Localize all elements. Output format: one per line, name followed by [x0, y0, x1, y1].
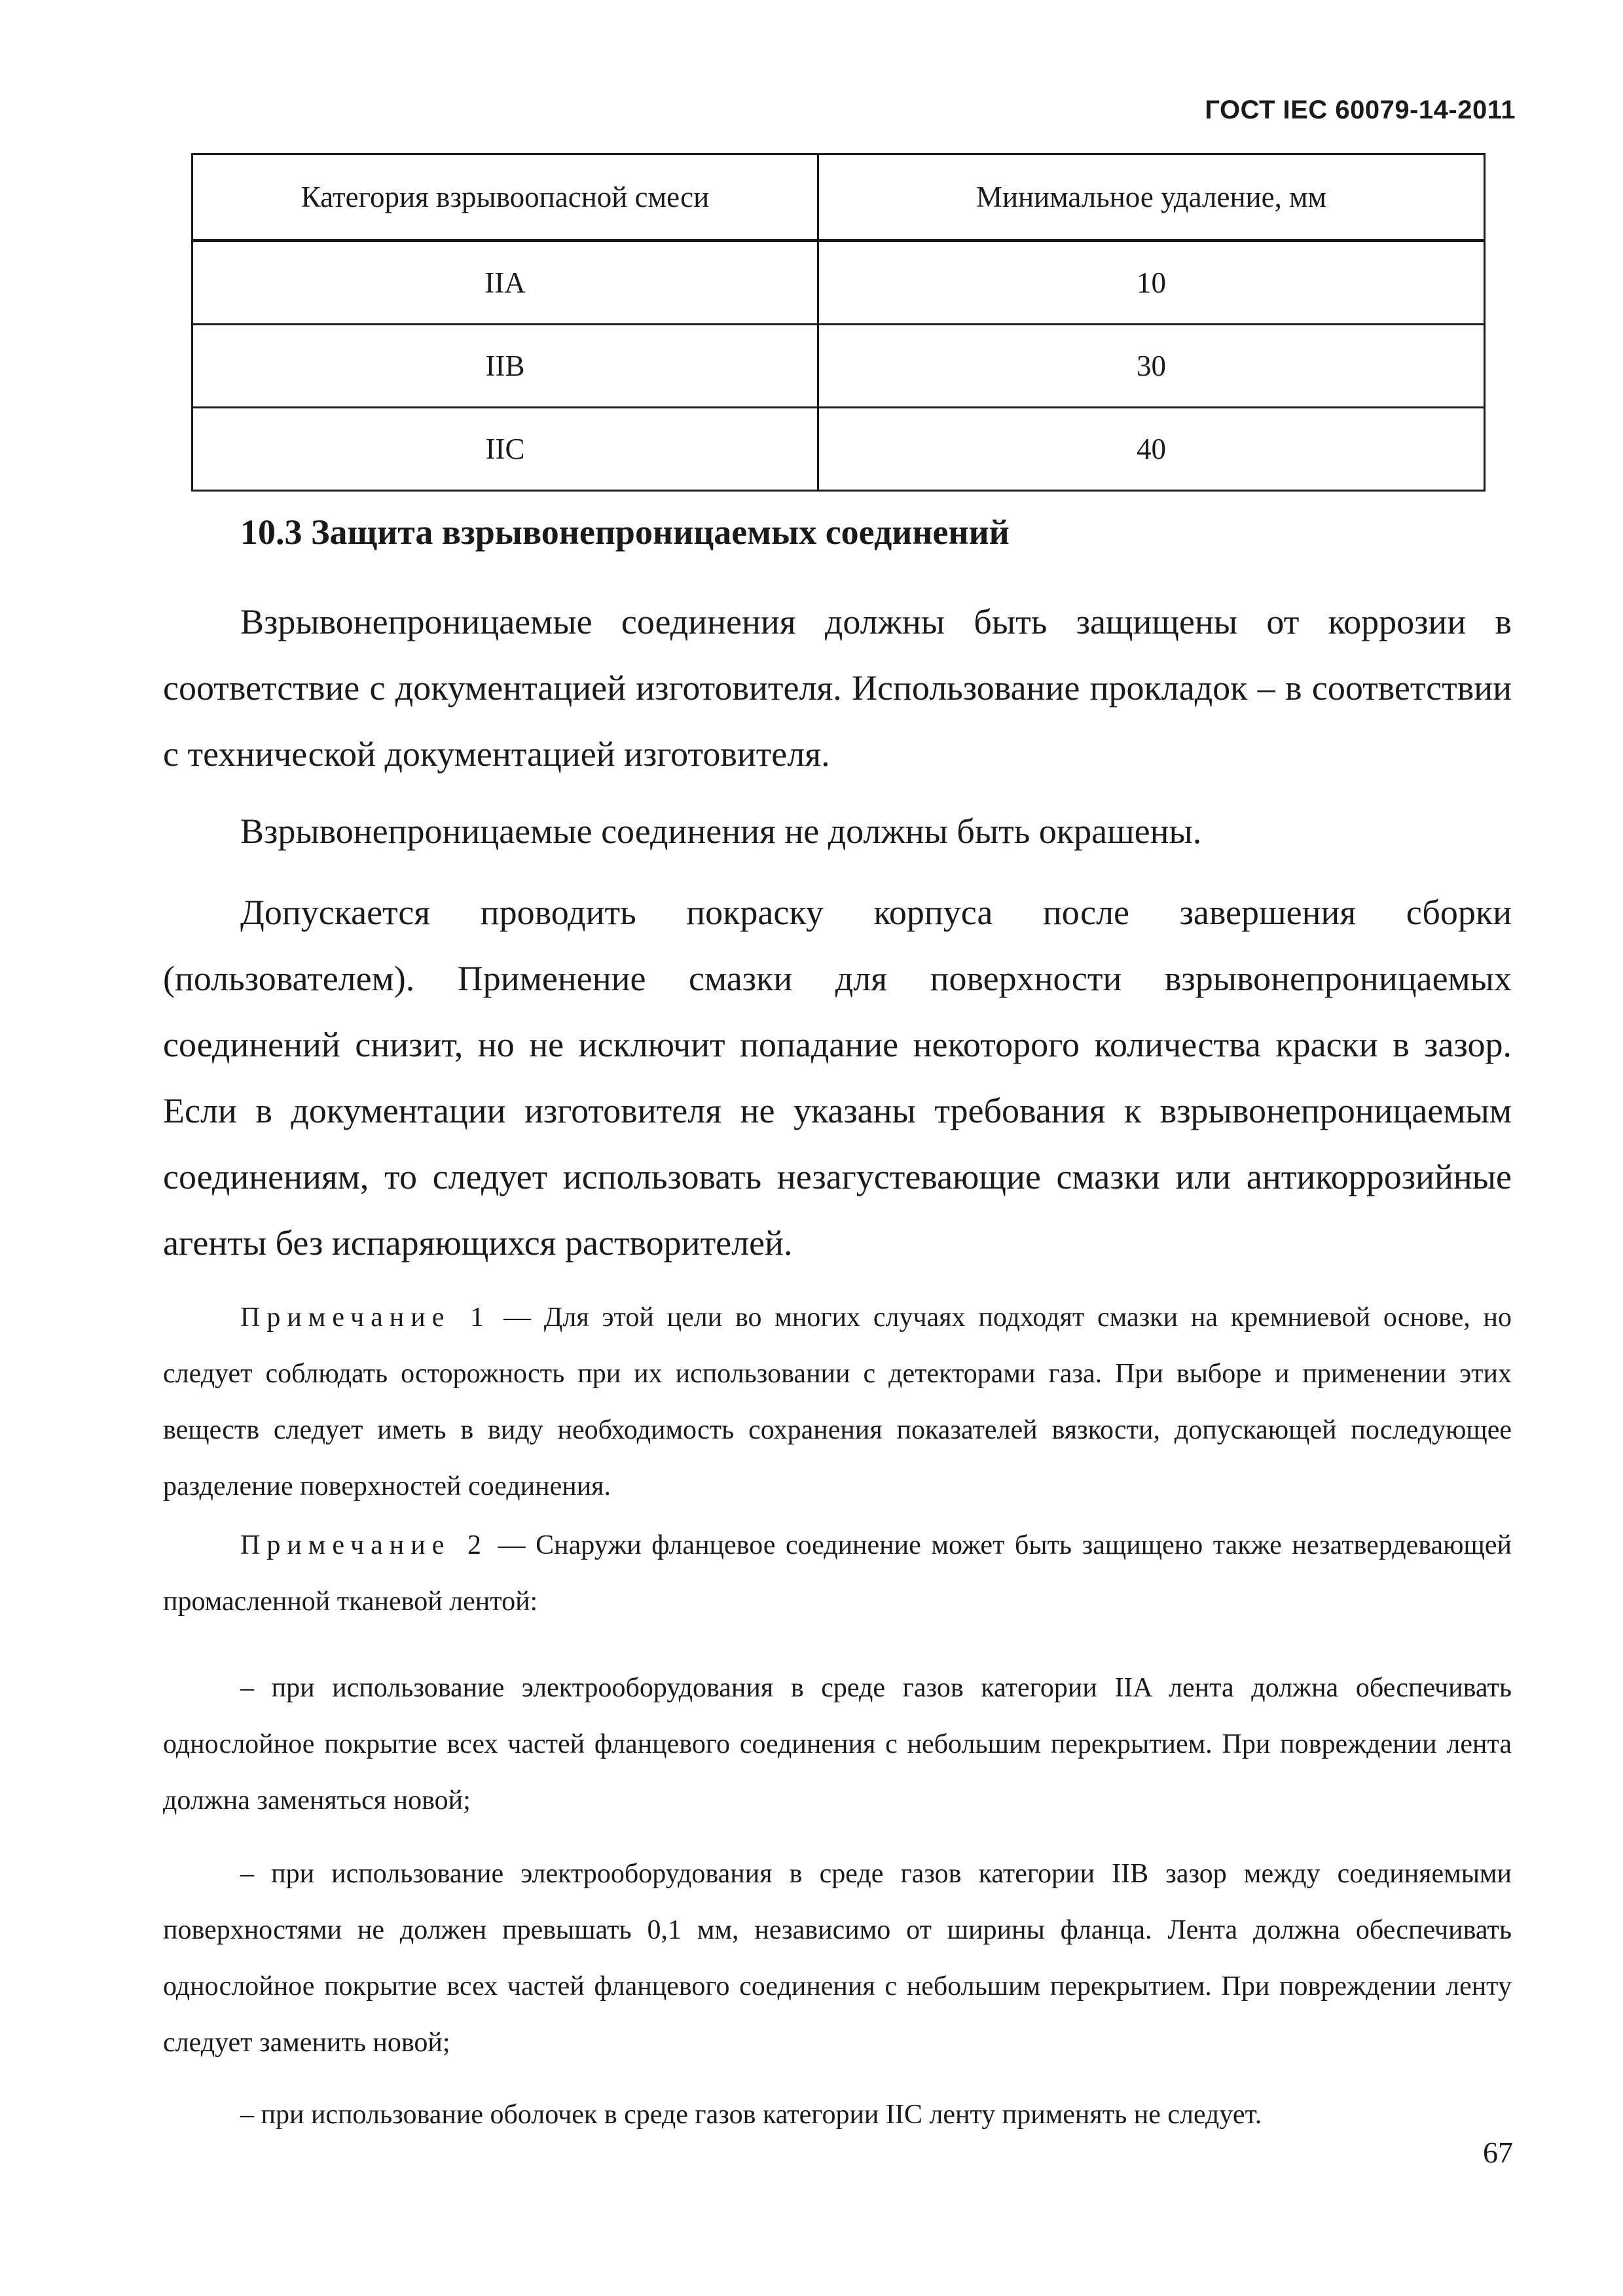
table-header-row [192, 154, 1485, 241]
document-code-header: ГОСТ IEC 60079-14-2011 [1205, 96, 1516, 124]
note-2-label: Примечание 2 [240, 1530, 488, 1560]
table-row [192, 325, 1485, 408]
note-2 [163, 1517, 1512, 1630]
list-item: – при использование оболочек в среде газов категории IIC ленту применять не следует. [240, 2100, 1262, 2130]
list-item: – при использование электрооборудования в среде газов категории IIB зазор между соединяемыми поверхностями не должен превышать 0,1 мм, независимо от ширины фланца. Лента должна обеспечивать однослойное покрытие всех частей фланцевого соединения с небольшим перекрытием. При повреждении ленту следует заменить новой; [163, 1859, 1512, 2058]
note-1 [163, 1289, 1512, 1515]
column-header-min-distance: Минимальное удаление, мм [818, 154, 1485, 241]
column-header-category: Категория взрывоопасной смеси [192, 154, 818, 241]
note-2-dash: — [487, 1530, 536, 1560]
table-cell-distance: 30 [818, 325, 1485, 408]
section-title: 10.3 Защита взрывонепроницаемых соединений [240, 512, 1010, 552]
list-item: – при использование электрооборудования в среде газов категории IIA лента должна обеспечивать однослойное покрытие всех частей фланцевого соединения с небольшим перекрытием. При повреждении лента должна заменяться новой; [163, 1673, 1512, 1816]
paragraph-painting: Допускается проводить покраску корпуса после завершения сборки (пользователем). Применение смазки для поверхности взрывонепроницаемых соединений снизит, но не исключит попадание некоторого количества краски в зазор. Если в документации изготовителя не указаны требования к взрывонепроницаемым соединениям, то следует использовать незагустевающие смазки или антикоррозийные агенты без испаряющихся растворителей. [163, 893, 1512, 1263]
note-1-dash: — [490, 1302, 544, 1333]
note-1-label: Примечание 1 [240, 1302, 491, 1333]
table-row [192, 241, 1485, 325]
table-cell-distance: 40 [818, 408, 1485, 491]
table-cell-category: IIA [192, 241, 818, 325]
paragraph-no-paint: Взрывонепроницаемые соединения не должны быть окрашены. [240, 812, 1202, 851]
table-cell-distance: 10 [818, 241, 1485, 325]
table-row [192, 408, 1485, 491]
table-cell-category: IIB [192, 325, 818, 408]
table-cell-category: IIC [192, 408, 818, 491]
paragraph-corrosion: Взрывонепроницаемые соединения должны быть защищены от коррозии в соответствие с документацией изготовителя. Использование прокладок – в соответствии с технической документацией изготовителя. [163, 602, 1512, 774]
min-distance-table [191, 153, 1486, 492]
note-1-text: Для этой цели во многих случаях подходят смазки на кремниевой основе, но следует соблюдать осторожность при их использовании с детекторами газа. При выборе и применении этих веществ следует иметь в виду необходимость сохранения показателей вязкости, допускающей последующее разделение поверхностей соединения. [163, 1302, 1512, 1501]
note-2-text: Снаружи фланцевое соединение может быть защищено также незатвердевающей промасленной тканевой лентой: [163, 1530, 1512, 1617]
page-number: 67 [1483, 2136, 1513, 2169]
